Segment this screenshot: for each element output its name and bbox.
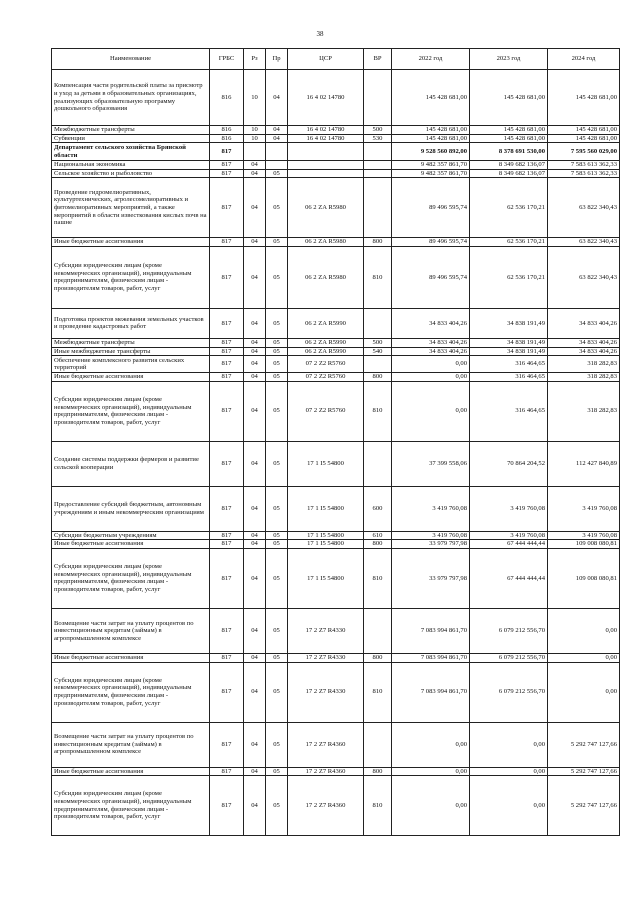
cell-rz: 10 bbox=[244, 70, 266, 126]
cell-csr: 07 2 Z2 R5760 bbox=[288, 381, 364, 441]
cell-y2022: 34 833 404,26 bbox=[392, 308, 470, 338]
table-row bbox=[52, 608, 620, 653]
cell-rz: 04 bbox=[244, 347, 266, 356]
cell-y2024: 5 292 747 127,66 bbox=[548, 722, 620, 767]
cell-y2022: 145 428 681,00 bbox=[392, 126, 470, 135]
cell-name: Межбюджетные трансферты bbox=[52, 338, 210, 347]
cell-grbs: 817 bbox=[210, 178, 244, 238]
cell-grbs: 817 bbox=[210, 441, 244, 486]
cell-y2022: 89 496 595,74 bbox=[392, 246, 470, 308]
cell-rz: 04 bbox=[244, 608, 266, 653]
cell-vr bbox=[364, 722, 392, 767]
cell-vr: 810 bbox=[364, 548, 392, 608]
cell-y2022: 3 419 760,08 bbox=[392, 531, 470, 540]
cell-rz: 04 bbox=[244, 169, 266, 178]
table-row bbox=[52, 238, 620, 247]
cell-y2024: 3 419 760,08 bbox=[548, 486, 620, 531]
cell-pr: 05 bbox=[266, 608, 288, 653]
cell-y2022: 0,00 bbox=[392, 722, 470, 767]
cell-name: Иные бюджетные ассигнования bbox=[52, 238, 210, 247]
cell-y2023: 70 864 204,52 bbox=[470, 441, 548, 486]
cell-csr: 17 1 I5 54800 bbox=[288, 486, 364, 531]
cell-rz: 04 bbox=[244, 722, 266, 767]
cell-y2022: 7 083 994 861,70 bbox=[392, 653, 470, 662]
cell-rz: 04 bbox=[244, 776, 266, 836]
cell-pr: 05 bbox=[266, 540, 288, 549]
table-row bbox=[52, 531, 620, 540]
cell-y2024: 3 419 760,08 bbox=[548, 531, 620, 540]
table-row bbox=[52, 169, 620, 178]
cell-vr: 800 bbox=[364, 238, 392, 247]
cell-grbs: 817 bbox=[210, 308, 244, 338]
cell-pr: 05 bbox=[266, 347, 288, 356]
cell-pr: 05 bbox=[266, 356, 288, 373]
cell-rz: 04 bbox=[244, 486, 266, 531]
cell-name: Межбюджетные трансферты bbox=[52, 126, 210, 135]
cell-y2024: 145 428 681,00 bbox=[548, 134, 620, 143]
cell-vr: 800 bbox=[364, 373, 392, 382]
cell-csr bbox=[288, 169, 364, 178]
table-row bbox=[52, 70, 620, 126]
cell-y2024: 109 008 080,81 bbox=[548, 548, 620, 608]
cell-name: Создание системы поддержки фермеров и развитие сельской кооперации bbox=[52, 441, 210, 486]
cell-name: Субсидии юридическим лицам (кроме некоммерческих организаций), индивидуальным предпринимателям, физическим лицам - производителям товаров, работ, услуг bbox=[52, 381, 210, 441]
cell-csr: 17 2 Z7 R4360 bbox=[288, 776, 364, 836]
cell-name: Подготовка проектов межевания земельных участков и проведение кадастровых работ bbox=[52, 308, 210, 338]
cell-y2023: 34 838 191,49 bbox=[470, 308, 548, 338]
col-header-grbs: ГРБС bbox=[210, 49, 244, 70]
table-row bbox=[52, 178, 620, 238]
cell-vr bbox=[364, 441, 392, 486]
cell-csr: 17 2 Z7 R4330 bbox=[288, 608, 364, 653]
cell-rz: 04 bbox=[244, 381, 266, 441]
table-row bbox=[52, 143, 620, 161]
cell-y2022: 7 083 994 861,70 bbox=[392, 608, 470, 653]
cell-y2023: 145 428 681,00 bbox=[470, 126, 548, 135]
cell-rz: 04 bbox=[244, 246, 266, 308]
cell-y2024: 318 282,83 bbox=[548, 373, 620, 382]
col-header-pr: Пр bbox=[266, 49, 288, 70]
cell-vr: 810 bbox=[364, 662, 392, 722]
cell-vr bbox=[364, 178, 392, 238]
cell-y2023: 67 444 444,44 bbox=[470, 540, 548, 549]
cell-y2024: 112 427 840,89 bbox=[548, 441, 620, 486]
cell-pr: 04 bbox=[266, 134, 288, 143]
page-number: 38 bbox=[316, 30, 324, 38]
cell-name: Возмещение части затрат на уплату процентов по инвестиционным кредитам (займам) в агропромышленном комплексе bbox=[52, 722, 210, 767]
cell-y2022: 0,00 bbox=[392, 767, 470, 776]
cell-rz: 04 bbox=[244, 308, 266, 338]
cell-y2023: 0,00 bbox=[470, 767, 548, 776]
col-header-vr: ВР bbox=[364, 49, 392, 70]
cell-csr: 07 2 Z2 R5760 bbox=[288, 373, 364, 382]
cell-grbs: 817 bbox=[210, 653, 244, 662]
cell-csr: 17 2 Z7 R4330 bbox=[288, 653, 364, 662]
cell-grbs: 817 bbox=[210, 722, 244, 767]
table-row bbox=[52, 662, 620, 722]
cell-rz: 04 bbox=[244, 238, 266, 247]
cell-y2023: 145 428 681,00 bbox=[470, 134, 548, 143]
cell-name: Национальная экономика bbox=[52, 161, 210, 170]
cell-y2022: 9 482 357 861,70 bbox=[392, 169, 470, 178]
cell-name: Сельское хозяйство и рыболовство bbox=[52, 169, 210, 178]
cell-vr bbox=[364, 70, 392, 126]
cell-csr: 06 2 ZA R5980 bbox=[288, 178, 364, 238]
cell-y2023: 8 378 691 530,00 bbox=[470, 143, 548, 161]
cell-pr: 05 bbox=[266, 653, 288, 662]
cell-rz: 04 bbox=[244, 161, 266, 170]
cell-y2024: 145 428 681,00 bbox=[548, 126, 620, 135]
cell-vr bbox=[364, 143, 392, 161]
cell-y2024: 0,00 bbox=[548, 653, 620, 662]
cell-y2024: 109 008 080,81 bbox=[548, 540, 620, 549]
cell-rz: 04 bbox=[244, 540, 266, 549]
cell-name: Департамент сельского хозяйства Брянской области bbox=[52, 143, 210, 161]
cell-y2022: 0,00 bbox=[392, 381, 470, 441]
cell-y2022: 33 979 797,98 bbox=[392, 540, 470, 549]
cell-name: Субсидии бюджетным учреждениям bbox=[52, 531, 210, 540]
cell-grbs: 817 bbox=[210, 608, 244, 653]
table-row bbox=[52, 246, 620, 308]
cell-y2023: 62 536 170,21 bbox=[470, 238, 548, 247]
cell-grbs: 817 bbox=[210, 548, 244, 608]
cell-pr: 05 bbox=[266, 776, 288, 836]
cell-y2022: 0,00 bbox=[392, 356, 470, 373]
cell-y2024: 5 292 747 127,66 bbox=[548, 767, 620, 776]
cell-pr: 05 bbox=[266, 767, 288, 776]
cell-y2024: 7 595 560 029,00 bbox=[548, 143, 620, 161]
cell-y2024: 318 282,83 bbox=[548, 381, 620, 441]
cell-pr: 05 bbox=[266, 441, 288, 486]
table-header-row bbox=[52, 49, 620, 70]
cell-csr: 06 2 ZA R5980 bbox=[288, 246, 364, 308]
cell-pr: 05 bbox=[266, 246, 288, 308]
cell-y2024: 7 583 613 362,33 bbox=[548, 169, 620, 178]
cell-y2024: 145 428 681,00 bbox=[548, 70, 620, 126]
cell-csr: 06 2 ZA R5990 bbox=[288, 347, 364, 356]
cell-pr: 04 bbox=[266, 70, 288, 126]
cell-y2022: 0,00 bbox=[392, 373, 470, 382]
cell-y2023: 3 419 760,08 bbox=[470, 531, 548, 540]
cell-name: Иные бюджетные ассигнования bbox=[52, 767, 210, 776]
cell-vr: 610 bbox=[364, 531, 392, 540]
table-row bbox=[52, 486, 620, 531]
cell-grbs: 816 bbox=[210, 70, 244, 126]
cell-rz bbox=[244, 143, 266, 161]
cell-y2023: 316 464,65 bbox=[470, 373, 548, 382]
cell-csr: 07 2 Z2 R5760 bbox=[288, 356, 364, 373]
table-row bbox=[52, 776, 620, 836]
cell-pr: 05 bbox=[266, 169, 288, 178]
cell-csr: 17 1 I5 54800 bbox=[288, 540, 364, 549]
cell-grbs: 817 bbox=[210, 373, 244, 382]
cell-rz: 04 bbox=[244, 338, 266, 347]
cell-y2022: 145 428 681,00 bbox=[392, 134, 470, 143]
cell-rz: 10 bbox=[244, 126, 266, 135]
cell-y2024: 34 833 404,26 bbox=[548, 347, 620, 356]
cell-grbs: 817 bbox=[210, 531, 244, 540]
cell-vr bbox=[364, 161, 392, 170]
cell-grbs: 817 bbox=[210, 347, 244, 356]
cell-vr: 530 bbox=[364, 134, 392, 143]
cell-y2022: 33 979 797,98 bbox=[392, 548, 470, 608]
cell-grbs: 816 bbox=[210, 134, 244, 143]
cell-csr: 17 1 I5 54800 bbox=[288, 531, 364, 540]
cell-vr: 540 bbox=[364, 347, 392, 356]
cell-name: Иные бюджетные ассигнования bbox=[52, 540, 210, 549]
cell-y2023: 62 536 170,21 bbox=[470, 246, 548, 308]
cell-y2023: 67 444 444,44 bbox=[470, 548, 548, 608]
table-row bbox=[52, 126, 620, 135]
cell-rz: 04 bbox=[244, 531, 266, 540]
cell-pr: 04 bbox=[266, 126, 288, 135]
cell-name: Проведение гидромелиоративных, культуртехнических, агролесомелиоративных и фитомелиоративных мероприятий, а также мероприятий в области известкования кислых почв на пашне bbox=[52, 178, 210, 238]
cell-name: Субвенции bbox=[52, 134, 210, 143]
cell-y2022: 89 496 595,74 bbox=[392, 178, 470, 238]
cell-y2022: 145 428 681,00 bbox=[392, 70, 470, 126]
cell-rz: 10 bbox=[244, 134, 266, 143]
cell-grbs: 817 bbox=[210, 338, 244, 347]
cell-csr: 06 2 ZA R5990 bbox=[288, 338, 364, 347]
table-row bbox=[52, 356, 620, 373]
cell-y2022: 34 833 404,26 bbox=[392, 338, 470, 347]
cell-vr: 810 bbox=[364, 776, 392, 836]
cell-grbs: 817 bbox=[210, 356, 244, 373]
table-row bbox=[52, 767, 620, 776]
cell-name: Субсидии юридическим лицам (кроме некоммерческих организаций), индивидуальным предпринимателям, физическим лицам - производителям товаров, работ, услуг bbox=[52, 246, 210, 308]
cell-pr: 05 bbox=[266, 381, 288, 441]
cell-grbs: 817 bbox=[210, 776, 244, 836]
cell-y2022: 0,00 bbox=[392, 776, 470, 836]
cell-y2022: 34 833 404,26 bbox=[392, 347, 470, 356]
cell-csr: 16 4 02 14780 bbox=[288, 134, 364, 143]
cell-vr: 800 bbox=[364, 767, 392, 776]
table-row bbox=[52, 308, 620, 338]
cell-y2023: 145 428 681,00 bbox=[470, 70, 548, 126]
col-header-2022: 2022 год bbox=[392, 49, 470, 70]
cell-name: Обеспечение комплексного развития сельских территорий bbox=[52, 356, 210, 373]
cell-y2024: 0,00 bbox=[548, 662, 620, 722]
cell-vr: 500 bbox=[364, 126, 392, 135]
cell-pr: 05 bbox=[266, 308, 288, 338]
cell-rz: 04 bbox=[244, 356, 266, 373]
cell-y2022: 89 496 595,74 bbox=[392, 238, 470, 247]
table-row bbox=[52, 347, 620, 356]
cell-vr: 800 bbox=[364, 653, 392, 662]
cell-name: Предоставление субсидий бюджетным, автономным учреждениям и иным некоммерческим организациям bbox=[52, 486, 210, 531]
cell-pr bbox=[266, 161, 288, 170]
cell-vr: 600 bbox=[364, 486, 392, 531]
cell-vr: 810 bbox=[364, 381, 392, 441]
cell-grbs: 817 bbox=[210, 161, 244, 170]
cell-pr: 05 bbox=[266, 178, 288, 238]
cell-y2023: 316 464,65 bbox=[470, 356, 548, 373]
cell-pr: 05 bbox=[266, 548, 288, 608]
cell-y2023: 6 079 212 556,70 bbox=[470, 662, 548, 722]
cell-y2023: 316 464,65 bbox=[470, 381, 548, 441]
cell-csr bbox=[288, 161, 364, 170]
cell-grbs: 817 bbox=[210, 143, 244, 161]
cell-grbs: 816 bbox=[210, 126, 244, 135]
cell-y2024: 34 833 404,26 bbox=[548, 308, 620, 338]
cell-name: Иные межбюджетные трансферты bbox=[52, 347, 210, 356]
cell-y2024: 0,00 bbox=[548, 608, 620, 653]
cell-name: Компенсация части родительской платы за присмотр и уход за детьми в образовательных организациях, реализующих образовательную программу дошкольного образования bbox=[52, 70, 210, 126]
cell-pr: 05 bbox=[266, 486, 288, 531]
cell-vr: 810 bbox=[364, 246, 392, 308]
cell-y2022: 7 083 994 861,70 bbox=[392, 662, 470, 722]
table-row bbox=[52, 161, 620, 170]
cell-y2024: 7 583 613 362,33 bbox=[548, 161, 620, 170]
cell-name: Возмещение части затрат на уплату процентов по инвестиционным кредитам (займам) в агропромышленном комплексе bbox=[52, 608, 210, 653]
cell-rz: 04 bbox=[244, 548, 266, 608]
table-row bbox=[52, 373, 620, 382]
col-header-2023: 2023 год bbox=[470, 49, 548, 70]
cell-name: Субсидии юридическим лицам (кроме некоммерческих организаций), индивидуальным предпринимателям, физическим лицам - производителям товаров, работ, услуг bbox=[52, 776, 210, 836]
cell-y2023: 3 419 760,08 bbox=[470, 486, 548, 531]
cell-grbs: 817 bbox=[210, 246, 244, 308]
table-row bbox=[52, 653, 620, 662]
cell-y2024: 63 822 340,43 bbox=[548, 246, 620, 308]
cell-rz: 04 bbox=[244, 653, 266, 662]
cell-rz: 04 bbox=[244, 178, 266, 238]
cell-y2024: 63 822 340,43 bbox=[548, 238, 620, 247]
cell-csr: 17 2 Z7 R4360 bbox=[288, 722, 364, 767]
cell-grbs: 817 bbox=[210, 486, 244, 531]
cell-vr bbox=[364, 608, 392, 653]
cell-y2023: 8 349 682 136,07 bbox=[470, 161, 548, 170]
cell-y2022: 37 399 558,06 bbox=[392, 441, 470, 486]
cell-csr: 16 4 02 14780 bbox=[288, 126, 364, 135]
table-row bbox=[52, 134, 620, 143]
cell-y2023: 6 079 212 556,70 bbox=[470, 653, 548, 662]
cell-pr: 05 bbox=[266, 531, 288, 540]
cell-rz: 04 bbox=[244, 373, 266, 382]
cell-csr: 06 2 ZA R5980 bbox=[288, 238, 364, 247]
cell-grbs: 817 bbox=[210, 540, 244, 549]
cell-pr: 05 bbox=[266, 662, 288, 722]
table-row bbox=[52, 548, 620, 608]
cell-csr: 06 2 ZA R5990 bbox=[288, 308, 364, 338]
cell-y2023: 34 838 191,49 bbox=[470, 338, 548, 347]
cell-csr: 17 1 I5 54800 bbox=[288, 548, 364, 608]
cell-grbs: 817 bbox=[210, 767, 244, 776]
cell-rz: 04 bbox=[244, 662, 266, 722]
cell-pr: 05 bbox=[266, 338, 288, 347]
col-header-csr: ЦСР bbox=[288, 49, 364, 70]
cell-y2023: 34 838 191,49 bbox=[470, 347, 548, 356]
cell-csr: 17 2 Z7 R4360 bbox=[288, 767, 364, 776]
cell-csr: 17 2 Z7 R4330 bbox=[288, 662, 364, 722]
col-header-rz: Рз bbox=[244, 49, 266, 70]
cell-y2024: 63 822 340,43 bbox=[548, 178, 620, 238]
cell-pr bbox=[266, 143, 288, 161]
cell-csr bbox=[288, 143, 364, 161]
cell-grbs: 817 bbox=[210, 381, 244, 441]
cell-grbs: 817 bbox=[210, 238, 244, 247]
cell-rz: 04 bbox=[244, 441, 266, 486]
cell-vr: 500 bbox=[364, 338, 392, 347]
cell-csr: 17 1 I5 54800 bbox=[288, 441, 364, 486]
cell-name: Субсидии юридическим лицам (кроме некоммерческих организаций), индивидуальным предпринимателям, физическим лицам - производителям товаров, работ, услуг bbox=[52, 548, 210, 608]
col-header-name: Наименование bbox=[52, 49, 210, 70]
table-row bbox=[52, 441, 620, 486]
cell-vr bbox=[364, 308, 392, 338]
table-row bbox=[52, 338, 620, 347]
cell-csr: 16 4 02 14780 bbox=[288, 70, 364, 126]
cell-y2023: 62 536 170,21 bbox=[470, 178, 548, 238]
cell-y2024: 34 833 404,26 bbox=[548, 338, 620, 347]
cell-name: Субсидии юридическим лицам (кроме некоммерческих организаций), индивидуальным предпринимателям, физическим лицам - производителям товаров, работ, услуг bbox=[52, 662, 210, 722]
cell-pr: 05 bbox=[266, 722, 288, 767]
cell-vr: 800 bbox=[364, 540, 392, 549]
cell-name: Иные бюджетные ассигнования bbox=[52, 373, 210, 382]
col-header-2024: 2024 год bbox=[548, 49, 620, 70]
cell-grbs: 817 bbox=[210, 662, 244, 722]
cell-y2022: 9 482 357 861,70 bbox=[392, 161, 470, 170]
cell-pr: 05 bbox=[266, 373, 288, 382]
cell-y2022: 9 528 560 892,00 bbox=[392, 143, 470, 161]
cell-grbs: 817 bbox=[210, 169, 244, 178]
cell-y2023: 6 079 212 556,70 bbox=[470, 608, 548, 653]
cell-y2023: 8 349 682 136,07 bbox=[470, 169, 548, 178]
cell-vr bbox=[364, 356, 392, 373]
cell-y2024: 318 282,83 bbox=[548, 356, 620, 373]
table-row bbox=[52, 540, 620, 549]
table-row bbox=[52, 722, 620, 767]
cell-y2023: 0,00 bbox=[470, 722, 548, 767]
cell-y2022: 3 419 760,08 bbox=[392, 486, 470, 531]
cell-rz: 04 bbox=[244, 767, 266, 776]
cell-name: Иные бюджетные ассигнования bbox=[52, 653, 210, 662]
cell-y2023: 0,00 bbox=[470, 776, 548, 836]
table-row bbox=[52, 381, 620, 441]
cell-y2024: 5 292 747 127,66 bbox=[548, 776, 620, 836]
cell-pr: 05 bbox=[266, 238, 288, 247]
budget-table bbox=[51, 48, 620, 836]
cell-vr bbox=[364, 169, 392, 178]
